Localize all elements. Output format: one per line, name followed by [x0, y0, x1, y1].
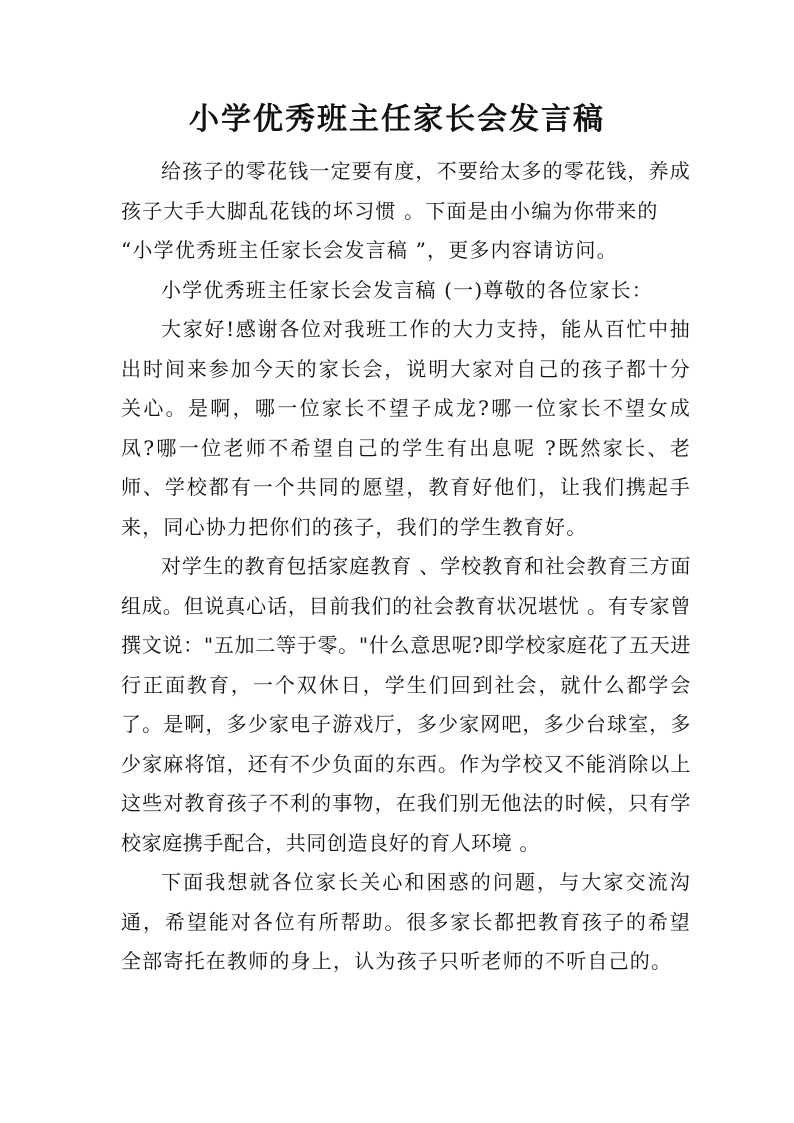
document-body	[121, 152, 691, 982]
education-paragraph: 对学生的教育包括家庭教育 、学校教育和社会教育三方面组成。但说真心话，目前我们的社会教育状况堪忧 。有专家曾撰文说："五加二等于零。"什么意思呢?即学校家庭花了五天进行正面教育，一个双休日，学生们回到社会，就什么都学会了。是啊，多少家电子游戏厅，多少家网吧，多少台球室，多少家麻将馆，还有不少负面的东西。作为学校又不能消除以上这些对教育孩子不利的事物，在我们别无他法的时候，只有学校家庭携手配合，共同创造良好的育人环境 。	[121, 554, 691, 855]
page-title: 小学优秀班主任家长会发言稿	[189, 102, 605, 137]
section-heading-paragraph: 小学优秀班主任家长会发言稿 (一)尊敬的各位家长：	[161, 277, 653, 302]
intro-link-paragraph: “小学优秀班主任家长会发言稿 ”，更多内容请访问。	[121, 238, 618, 262]
greeting-paragraph: 大家好!感谢各位对我班工作的大力支持，能从百忙中抽出时间来参加今天的家长会，说明大家对自己的孩子都十分关心。是啊，哪一位家长不望子成龙?哪一位家长不望女成凤?哪一位老师不希望自己的学生有出息呢 ?既然家长、老师、学校都有一个共同的愿望，教育好他们，让我们携起手来，同心协力把你们的孩子，我们的学生教育好。	[121, 317, 691, 539]
closing-paragraph: 下面我想就各位家长关心和困惑的问题，与大家交流沟通，希望能对各位有所帮助。很多家长都把教育孩子的希望全部寄托在教师的身上，认为孩子只听老师的不听自己的。	[121, 870, 691, 973]
intro-paragraph: 给孩子的零花钱一定要有度，不要给太多的零花钱，养成孩子大手大脚乱花钱的坏习惯 。下面是由小编为你带来的	[121, 159, 691, 223]
